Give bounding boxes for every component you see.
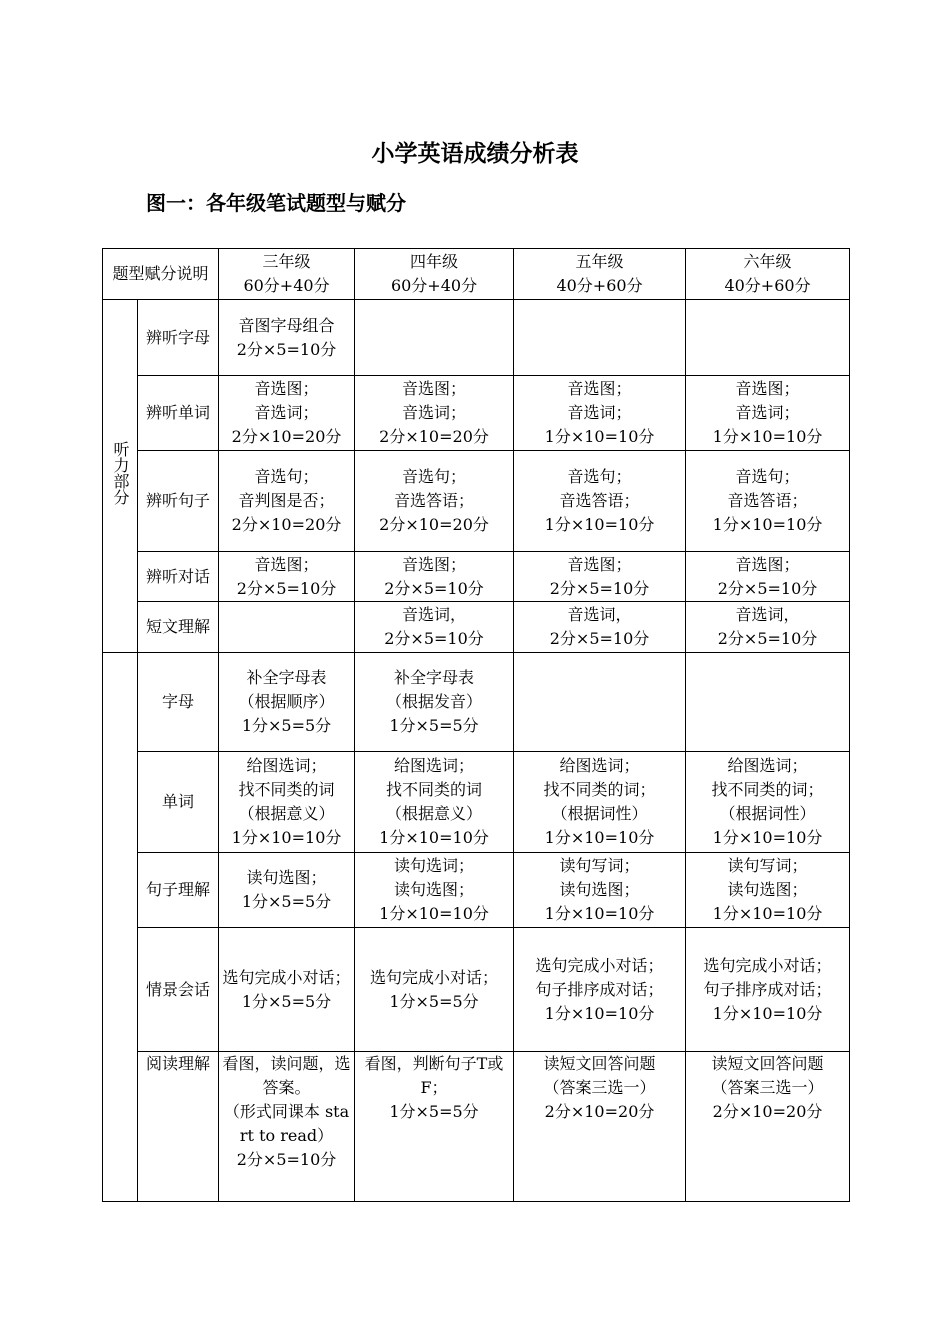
table-cell: 音选图； 2分×5=10分 [686,552,850,602]
table-cell: 音选图； 音选词； 2分×10=20分 [355,376,514,451]
listening-section-label: 听力部分 [103,300,138,653]
table-cell [514,653,686,752]
header-grade-3: 三年级 60分+40分 [219,249,355,300]
table-cell: 读短文回答问题 （答案三选一） 2分×10=20分 [514,1052,686,1202]
table-cell: 读句选图； 1分×5=5分 [219,853,355,928]
table-cell [219,602,355,653]
table-row [103,853,850,928]
table-cell [686,653,850,752]
table-cell: 音选句； 音选答语； 1分×10=10分 [686,451,850,552]
table-cell: 选句完成小对话； 1分×5=5分 [355,928,514,1052]
header-grade-6: 六年级 40分+60分 [686,249,850,300]
table-row [103,376,850,451]
table-row [103,602,850,653]
table-row [103,451,850,552]
table-cell: 音选句； 音选答语； 1分×10=10分 [514,451,686,552]
table-cell: 补全字母表 （根据顺序） 1分×5=5分 [219,653,355,752]
row-label: 情景会话 [138,928,219,1052]
table-cell: 音图字母组合 2分×5=10分 [219,300,355,376]
table-cell: 读句写词； 读句选图； 1分×10=10分 [514,853,686,928]
header-grade-5: 五年级 40分+60分 [514,249,686,300]
table-cell: 选句完成小对话； 1分×5=5分 [219,928,355,1052]
table-cell: 音选词， 2分×5=10分 [514,602,686,653]
written-section-label [103,653,138,1202]
table-cell: 读短文回答问题 （答案三选一） 2分×10=20分 [686,1052,850,1202]
table-row [103,552,850,602]
table-cell: 给图选词； 找不同类的词 （根据意义） 1分×10=10分 [219,752,355,853]
table-row [103,653,850,752]
table-cell: 音选图； 音选词； 1分×10=10分 [686,376,850,451]
row-label: 辨听单词 [138,376,219,451]
table-cell: 音选词， 2分×5=10分 [355,602,514,653]
table-row [103,752,850,853]
row-label: 句子理解 [138,853,219,928]
table-cell: 读句写词； 读句选图； 1分×10=10分 [686,853,850,928]
table-cell [514,300,686,376]
table-cell: 音选句； 音判图是否； 2分×10=20分 [219,451,355,552]
table-cell [355,300,514,376]
table-cell: 音选句； 音选答语； 2分×10=20分 [355,451,514,552]
header-corner: 题型赋分说明 [103,249,219,300]
table-cell: 给图选词； 找不同类的词； （根据词性） 1分×10=10分 [514,752,686,853]
table-cell: 给图选词； 找不同类的词； （根据词性） 1分×10=10分 [686,752,850,853]
table-row [103,300,850,376]
table-cell: 音选图； 2分×5=10分 [514,552,686,602]
table-cell: 补全字母表 （根据发音） 1分×5=5分 [355,653,514,752]
document-title: 小学英语成绩分析表 [371,141,579,167]
row-label: 辨听句子 [138,451,219,552]
table-row [103,1052,850,1202]
table-cell: 音选图； 音选词； 2分×10=20分 [219,376,355,451]
table-cell: 音选图； 音选词； 1分×10=10分 [514,376,686,451]
table-row [103,928,850,1052]
row-label: 辨听字母 [138,300,219,376]
figure-caption: 图一：各年级笔试题型与赋分 [146,191,406,215]
table-cell: 看图，判断句子T或F； 1分×5=5分 [355,1052,514,1202]
row-label: 辨听对话 [138,552,219,602]
table-cell: 选句完成小对话； 句子排序成对话； 1分×10=10分 [686,928,850,1052]
score-table [102,248,850,1202]
table-cell: 看图，读问题，选答案。 （形式同课本 start to read） 2分×5=10分 [219,1052,355,1202]
table-cell: 音选词， 2分×5=10分 [686,602,850,653]
header-row [103,249,850,300]
table-cell: 音选图； 2分×5=10分 [355,552,514,602]
row-label: 字母 [138,653,219,752]
row-label: 阅读理解 [138,1052,219,1202]
header-grade-4: 四年级 60分+40分 [355,249,514,300]
table-cell: 给图选词； 找不同类的词 （根据意义） 1分×10=10分 [355,752,514,853]
table-cell: 选句完成小对话； 句子排序成对话； 1分×10=10分 [514,928,686,1052]
table-cell [686,300,850,376]
row-label: 单词 [138,752,219,853]
table-cell: 音选图； 2分×5=10分 [219,552,355,602]
row-label: 短文理解 [138,602,219,653]
table-cell: 读句选词； 读句选图； 1分×10=10分 [355,853,514,928]
